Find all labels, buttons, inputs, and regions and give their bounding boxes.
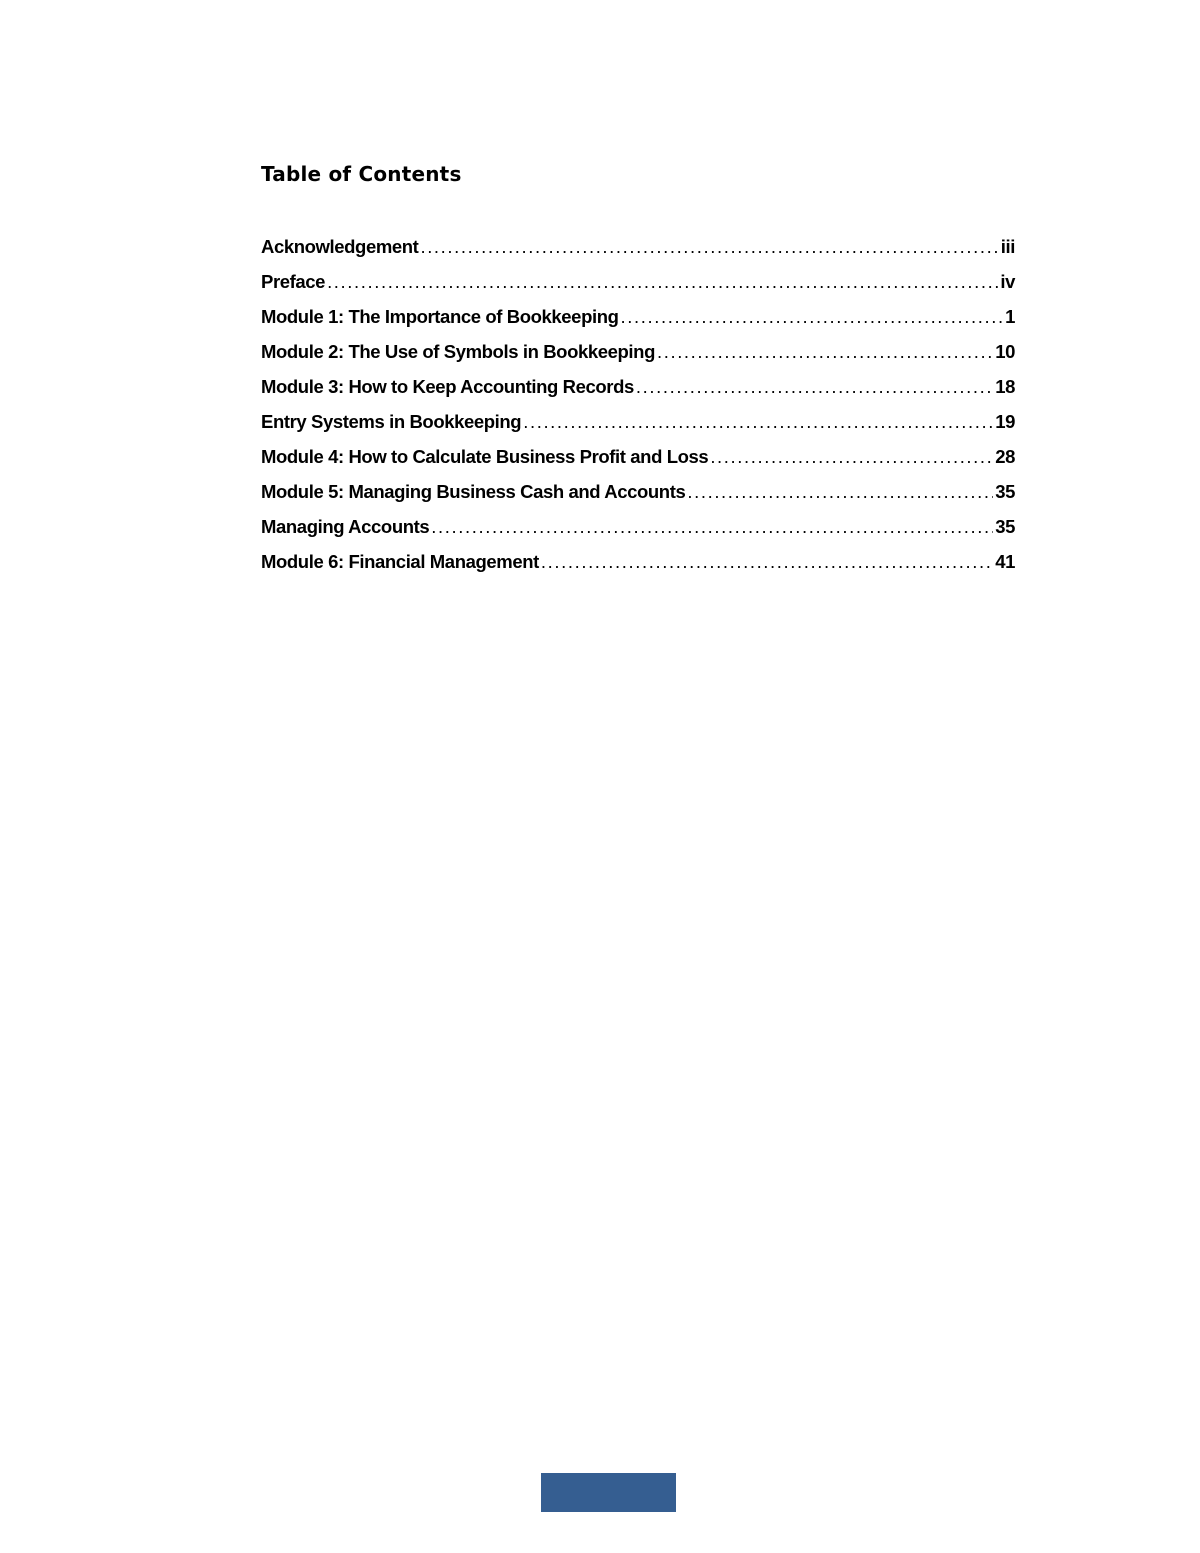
toc-entry-module-4[interactable] [261, 446, 1015, 481]
toc-entry-module-3[interactable] [261, 376, 1015, 411]
toc-entry-label: Preface [261, 271, 326, 292]
toc-entry-label: Module 1: The Importance of Bookkeeping [261, 306, 619, 327]
toc-leader-dots [541, 551, 993, 573]
toc-entry-label: Managing Accounts [261, 516, 430, 537]
footer-color-bar [541, 1473, 676, 1512]
toc-leader-dots [431, 516, 993, 538]
toc-entry-acknowledgement[interactable] [261, 236, 1015, 271]
toc-leader-dots [523, 411, 993, 433]
toc-leader-dots [327, 271, 998, 293]
toc-entry-label: Module 4: How to Calculate Business Profit and Loss [261, 446, 709, 467]
toc-entry-page: 18 [995, 376, 1015, 397]
toc-entry-page: 35 [995, 481, 1015, 502]
toc-entry-preface[interactable] [261, 271, 1015, 306]
toc-entry-module-1[interactable] [261, 306, 1015, 341]
toc-entry-managing-accounts[interactable] [261, 516, 1015, 551]
toc-entry-module-6[interactable] [261, 551, 1015, 586]
toc-leader-dots [420, 236, 998, 258]
toc-leader-dots [687, 481, 993, 503]
toc-entry-label: Module 3: How to Keep Accounting Records [261, 376, 634, 397]
toc-entry-page: 41 [995, 551, 1015, 572]
toc-entry-page: 10 [995, 341, 1015, 362]
toc-leader-dots [636, 376, 993, 398]
toc-title: Table of Contents [261, 162, 462, 186]
toc-entry-entry-systems[interactable] [261, 411, 1015, 446]
toc-leader-dots [710, 446, 993, 468]
toc-entry-page: iii [1000, 236, 1015, 257]
toc-entry-page: iv [1000, 271, 1015, 292]
toc-entry-label: Module 2: The Use of Symbols in Bookkeeping [261, 341, 655, 362]
toc-list [261, 236, 1015, 586]
toc-entry-page: 1 [1005, 306, 1015, 327]
toc-entry-label: Module 6: Financial Management [261, 551, 539, 572]
toc-entry-page: 35 [995, 516, 1015, 537]
toc-entry-page: 19 [995, 411, 1015, 432]
toc-entry-page: 28 [995, 446, 1015, 467]
toc-leader-dots [657, 341, 993, 363]
toc-leader-dots [621, 306, 1004, 328]
toc-entry-label: Module 5: Managing Business Cash and Accounts [261, 481, 686, 502]
toc-entry-module-5[interactable] [261, 481, 1015, 516]
toc-entry-label: Entry Systems in Bookkeeping [261, 411, 522, 432]
toc-entry-module-2[interactable] [261, 341, 1015, 376]
toc-entry-label: Acknowledgement [261, 236, 419, 257]
